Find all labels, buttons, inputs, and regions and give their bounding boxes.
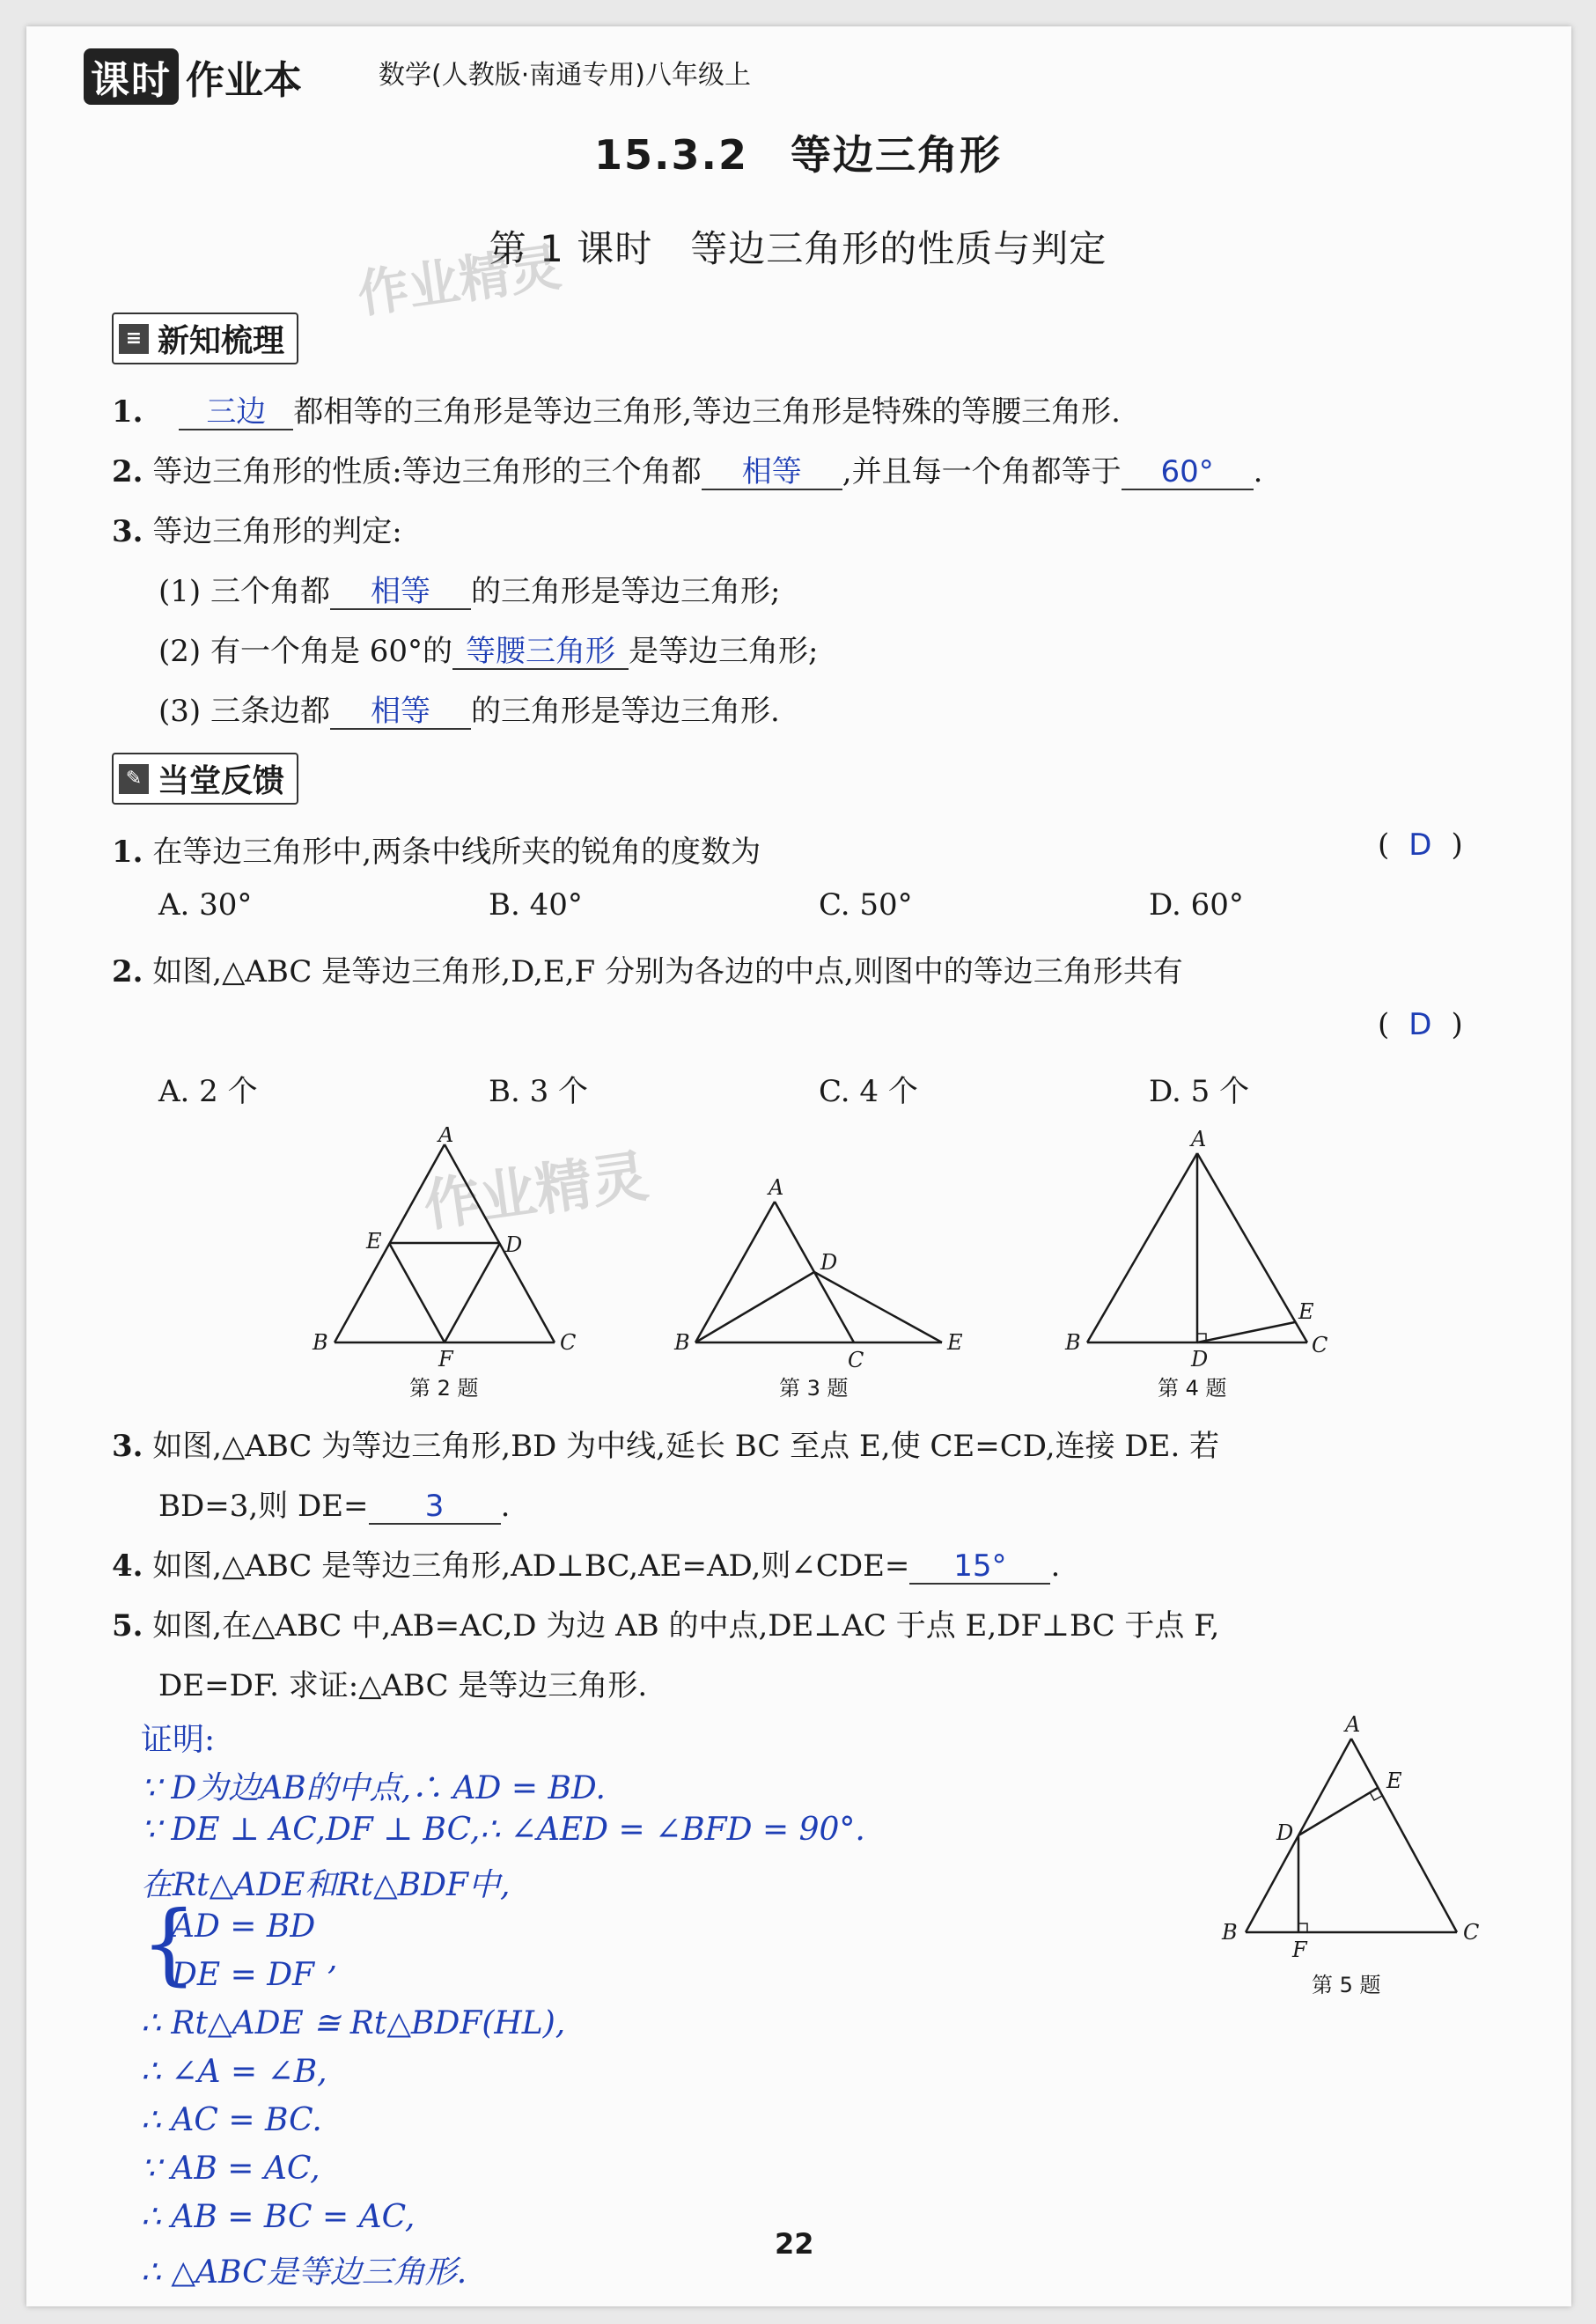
fig3-caption: 第 3 题 [779, 1376, 849, 1401]
proof-brace: { [141, 1892, 197, 1995]
question-text: 都相等的三角形是等边三角形,等边三角形是特殊的等腰三角形. [293, 394, 1121, 430]
fig5-right-angle-f [1298, 1923, 1307, 1932]
p2-q3 [112, 1422, 1219, 1465]
p1-q1 [112, 387, 1121, 430]
p1-q2 [112, 447, 1262, 490]
paren: ( [1378, 827, 1390, 863]
option-c: C. 50° [819, 887, 913, 923]
answer-blank: 等腰三角形 [452, 636, 629, 670]
heading-label: 当堂反馈 [158, 763, 285, 799]
figure-5 [1206, 1712, 1497, 2003]
watermark-2: 作业精灵 [419, 1144, 652, 1240]
fig2-label-d: D [505, 1232, 523, 1257]
fig4-side-ac [1197, 1153, 1307, 1342]
question-number: 3. [112, 1429, 143, 1464]
fig2-caption: 第 2 题 [409, 1376, 479, 1401]
question-number: 1. [112, 835, 143, 870]
fig3-label-a: A [769, 1175, 784, 1200]
fig3-median-bd [695, 1272, 814, 1342]
proof-line-9: ∴ △ABC是等边三角形. [141, 2254, 467, 2291]
fig2-segment-df [445, 1243, 500, 1342]
answer-blank: 相等 [330, 576, 471, 610]
fig3-label-b: B [674, 1330, 690, 1355]
question-number: 3. [112, 514, 143, 549]
fig2-segment-ef [389, 1243, 445, 1342]
question-text: 如图,△ABC 是等边三角形,AD⊥BC,AE=AD,则∠CDE= [152, 1548, 910, 1584]
brand-box: 课时 [84, 48, 179, 105]
fig5-label-b: B [1222, 1920, 1238, 1945]
figure-4 [1048, 1127, 1347, 1408]
p2-q1 [112, 827, 761, 871]
proof-line-4: ∴ Rt△ADE ≅ Rt△BDF(HL), [141, 2005, 566, 2041]
option-d: D. 60° [1149, 887, 1244, 923]
fig4-label-c: C [1312, 1333, 1328, 1357]
question-text: ,并且每一个角都等于 [842, 454, 1122, 489]
p2-q5-line2: DE=DF. 求证:△ABC 是等边三角形. [158, 1668, 648, 1703]
fig5-label-e: E [1386, 1769, 1402, 1793]
fig2-label-c: C [560, 1330, 577, 1355]
proof-line-7: ∵ AB = AC, [141, 2151, 320, 2187]
answer-blank: 相等 [702, 456, 842, 490]
p2-q5 [112, 1601, 1219, 1644]
question-number: 2. [112, 954, 143, 989]
brand-logo [84, 48, 302, 105]
book-subtitle: 数学(人教版·南通专用)八年级上 [379, 60, 751, 91]
fig5-label-d: D [1276, 1820, 1294, 1845]
fig4-label-d: D [1191, 1347, 1209, 1372]
question-text: . [500, 1489, 511, 1524]
fig3-label-d: D [820, 1250, 838, 1275]
item-text: 的三角形是等边三角形. [470, 694, 780, 729]
fig3-label-e: E [947, 1330, 963, 1355]
fig5-label-f: F [1292, 1938, 1307, 1962]
answer-blank: 60° [1122, 456, 1254, 490]
proof-line-6: ∴ AC = BC. [141, 2102, 322, 2138]
answer-choice: D [1408, 827, 1432, 863]
fig5-caption: 第 5 题 [1312, 1973, 1381, 1997]
item-text: (1) 三个角都 [158, 574, 330, 609]
fig5-label-a: A [1345, 1712, 1361, 1737]
option-b: B. 3 个 [489, 1074, 589, 1109]
item-text: (2) 有一个角是 60°的 [158, 634, 453, 669]
item-text: 的三角形是等边三角形; [470, 574, 781, 609]
question-text: 等边三角形的判定: [152, 514, 402, 549]
fig4-label-a: A [1191, 1127, 1207, 1151]
proof-line-3: 在Rt△ADE和Rt△BDF中, [141, 1867, 511, 1903]
question-text: . [1253, 454, 1263, 489]
option-b: B. 40° [489, 887, 583, 923]
question-number: 1. [112, 394, 143, 430]
fig2-label-f: F [438, 1347, 453, 1372]
p2-q2 [112, 947, 1183, 990]
p2-q4 [112, 1541, 1060, 1585]
question-text: BD=3,则 DE= [158, 1489, 369, 1524]
section-heading-new-knowledge [112, 313, 298, 364]
fig2-label-e: E [366, 1229, 382, 1254]
figure-3 [669, 1171, 968, 1408]
question-text: . [1050, 1548, 1061, 1584]
paren: ) [1451, 1007, 1463, 1042]
watermark: 作业精灵 [354, 237, 565, 325]
pen-icon: ✎ [119, 764, 149, 794]
proof-line-1: ∵ D为边AB的中点,∴ AD = BD. [141, 1770, 606, 1806]
proof-line-5: ∴ ∠A = ∠B, [141, 2054, 327, 2090]
p2-q3-line2 [158, 1482, 510, 1525]
question-text: 如图,在△ABC 中,AB=AC,D 为边 AB 的中点,DE⊥AC 于点 E,DF⊥BC 于点 F, [152, 1608, 1220, 1644]
fig4-segment-de [1197, 1322, 1295, 1342]
option-d: D. 5 个 [1149, 1074, 1250, 1109]
section-title: 15.3.2 等边三角形 [594, 131, 1002, 179]
question-number: 2. [112, 454, 143, 489]
question-text: 如图,△ABC 为等边三角形,BD 为中线,延长 BC 至点 E,使 CE=CD,连接 DE. 若 [152, 1429, 1220, 1464]
answer-blank: 三边 [179, 396, 293, 430]
heading-label: 新知梳理 [158, 323, 285, 359]
answer-choice: D [1408, 1007, 1432, 1042]
item-text: 是等边三角形; [629, 634, 819, 669]
item-text: (3) 三条边都 [158, 694, 330, 729]
paren: ( [1378, 1007, 1390, 1042]
proof-line-2: ∵ DE ⊥ AC,DF ⊥ BC,∴ ∠AED = ∠BFD = 90°. [141, 1812, 865, 1848]
proof-line-8: ∴ AB = BC = AC, [141, 2199, 416, 2235]
brand-title: 作业本 [186, 58, 302, 103]
p1-q3 [112, 507, 402, 550]
lesson-title: 第 1 课时 等边三角形的性质与判定 [489, 227, 1107, 270]
p1-q3-item3 [158, 687, 780, 730]
p2-q1-answer [1378, 827, 1463, 863]
proof-system-1: AD = BD [172, 1908, 316, 1945]
question-number: 5. [112, 1608, 143, 1644]
page-number: 22 [775, 2227, 814, 2261]
fig3-side-ab [695, 1202, 775, 1342]
option-c: C. 4 个 [819, 1074, 918, 1109]
fig5-side-ac [1351, 1739, 1457, 1932]
fig2-label-a: A [438, 1127, 454, 1147]
option-a: A. 30° [158, 887, 253, 923]
proof-system-comma: , [327, 1941, 338, 1977]
question-text: 如图,△ABC 是等边三角形,D,E,F 分别为各边的中点,则图中的等边三角形共有 [152, 954, 1183, 989]
question-number: 4. [112, 1548, 143, 1584]
fig4-label-b: B [1065, 1330, 1081, 1355]
p1-q3-item1 [158, 567, 780, 610]
answer-blank: 3 [369, 1490, 501, 1525]
proof-heading: 证明: [141, 1722, 216, 1758]
p2-q2-answer [1378, 1007, 1463, 1042]
paren: ) [1451, 827, 1463, 863]
section-heading-feedback [112, 753, 298, 805]
book-icon: ≡ [119, 324, 149, 354]
question-text: 在等边三角形中,两条中线所夹的锐角的度数为 [152, 835, 761, 870]
fig4-caption: 第 4 题 [1158, 1376, 1227, 1401]
fig5-label-c: C [1463, 1920, 1480, 1945]
fig4-side-ab [1087, 1153, 1197, 1342]
fig4-label-e: E [1298, 1299, 1314, 1324]
answer-blank: 相等 [330, 695, 471, 730]
figure-2 [299, 1127, 590, 1408]
question-text: 等边三角形的性质:等边三角形的三个角都 [152, 454, 702, 489]
option-a: A. 2 个 [158, 1074, 258, 1109]
p1-q3-item2 [158, 627, 819, 670]
fig3-label-c: C [848, 1348, 864, 1372]
fig2-label-b: B [313, 1330, 328, 1355]
proof-system-2: DE = DF [172, 1957, 315, 1993]
answer-blank: 15° [909, 1550, 1050, 1585]
